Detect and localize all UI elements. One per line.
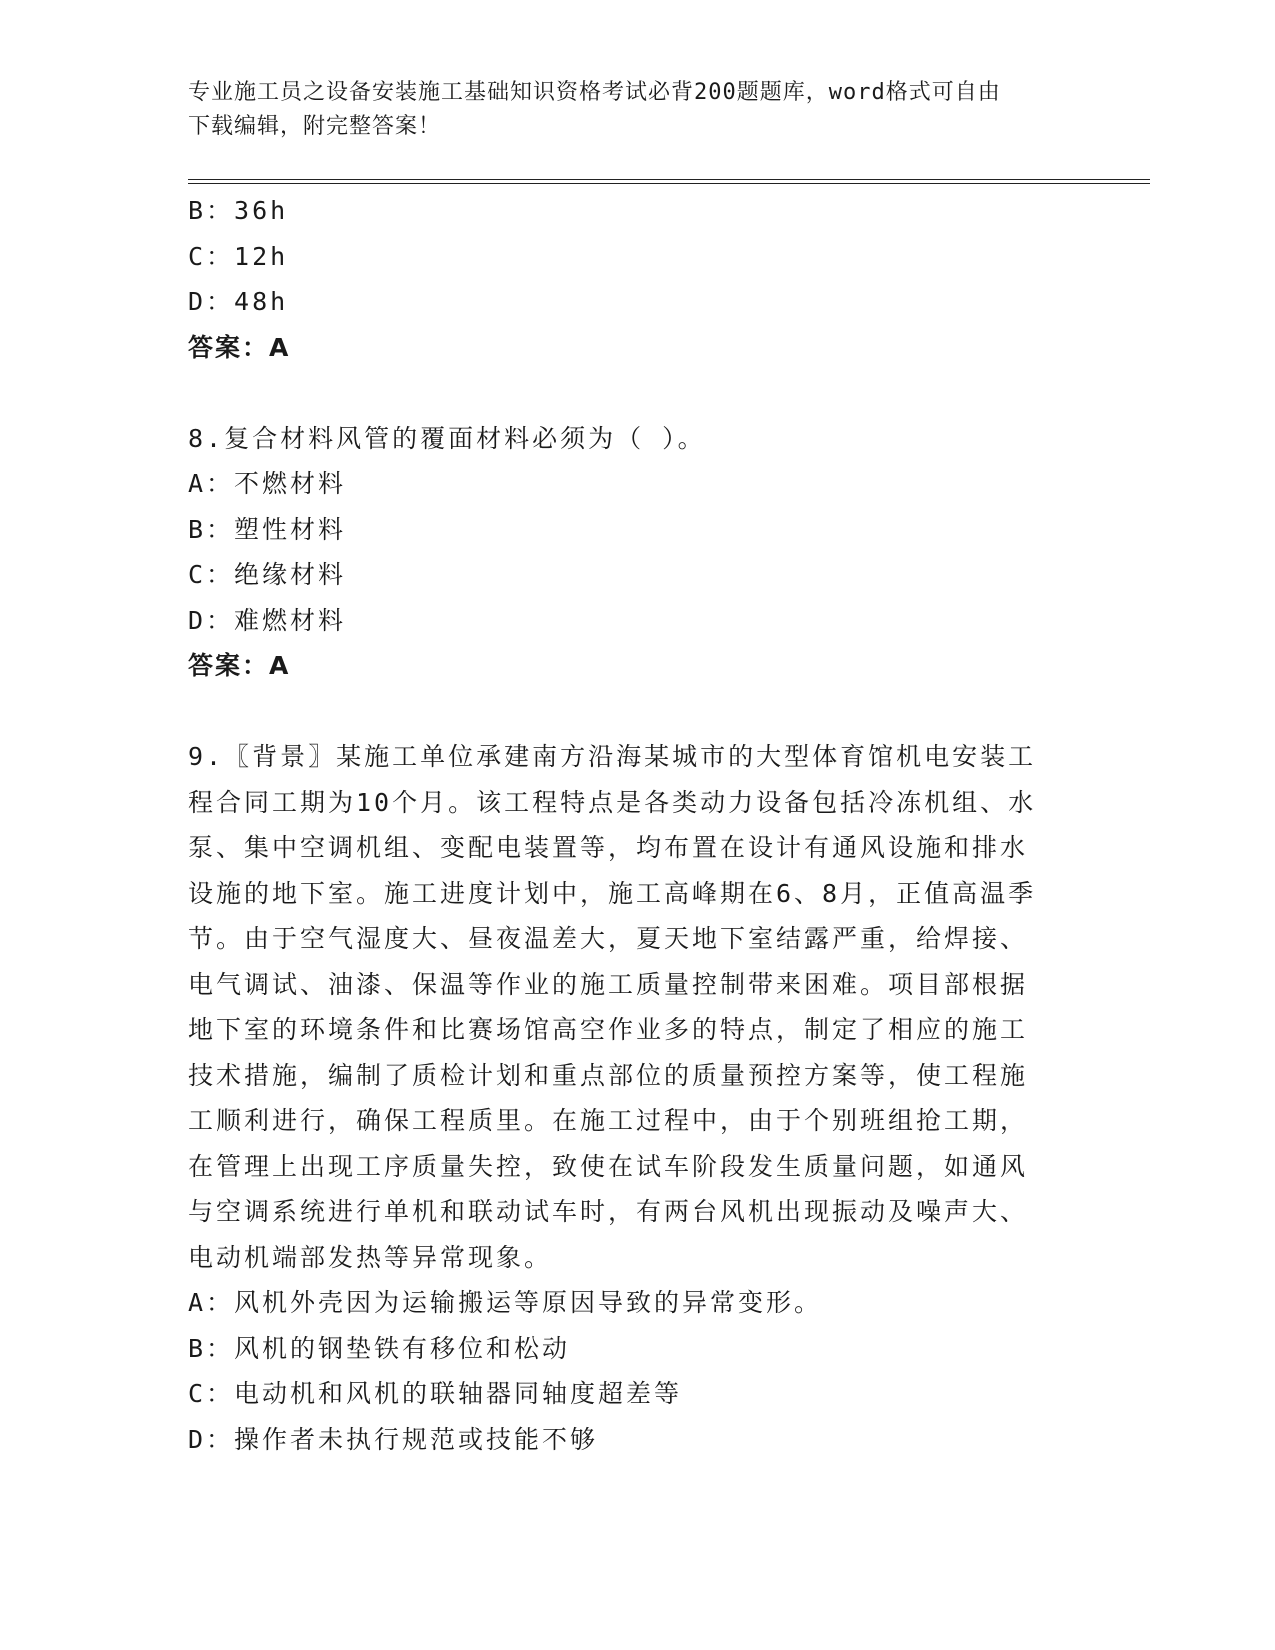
q9-option-a: A：风机外壳因为运输搬运等原因导致的异常变形。 [188, 1288, 823, 1317]
q9-option-c: C：电动机和风机的联轴器同轴度超差等 [188, 1379, 683, 1408]
q9-question [188, 734, 1088, 1280]
q8-option-d: D：难燃材料 [188, 605, 347, 635]
q7-option-c: C：12h [188, 241, 289, 271]
q9-question-line: 在管理上出现工序质量失控，致使在试车阶段发生质量问题，如通风 [188, 1151, 1029, 1181]
q9-question-line: 工顺利进行，确保工程质里。在施工过程中，由于个别班组抢工期， [188, 1106, 1029, 1135]
q8-question: 8.复合材料风管的覆面材料必须为（ ）。 [188, 423, 706, 453]
q9-option-d: D：操作者未执行规范或技能不够 [188, 1424, 599, 1454]
document-header [188, 76, 1068, 144]
q8-option-b: B：塑性材料 [188, 514, 347, 544]
q8-answer: 答案：A [188, 651, 291, 680]
header-line-1: 专业施工员之设备安装施工基础知识资格考试必背200题题库，word格式可自由 [188, 80, 1001, 105]
q9-question-line: 9.〖背景〗某施工单位承建南方沿海某城市的大型体育馆机电安装工 [188, 742, 1037, 771]
q8-option-a: A：不燃材料 [188, 469, 347, 498]
header-line-2: 下载编辑，附完整答案！ [188, 114, 442, 139]
spacer [188, 689, 1088, 735]
q7-answer: 答案：A [188, 332, 291, 362]
q9-question-line: 程合同工期为10个月。该工程特点是各类动力设备包括冷冻机组、水 [188, 787, 1037, 817]
q9-question-line: 电动机端部发热等异常现象。 [188, 1242, 553, 1272]
q7-option-d: D：48h [188, 287, 289, 316]
q9-question-line: 节。由于空气湿度大、昼夜温差大，夏天地下室结露严重，给焊接、 [188, 924, 1029, 953]
q9-option-b: B：风机的钢垫铁有移位和松动 [188, 1333, 571, 1363]
q8-option-c: C：绝缘材料 [188, 560, 347, 589]
q9-question-line: 电气调试、油漆、保温等作业的施工质量控制带来困难。项目部根据 [188, 969, 1029, 999]
q9-question-line: 泵、集中空调机组、变配电装置等，均布置在设计有通风设施和排水 [188, 833, 1029, 862]
spacer [188, 370, 1088, 416]
document-body [188, 188, 1088, 1462]
header-divider-top [188, 179, 1150, 180]
header-divider-bottom [188, 183, 1150, 184]
q7-option-b: B：36h [188, 196, 289, 225]
q9-question-line: 与空调系统进行单机和联动试车时，有两台风机出现振动及噪声大、 [188, 1197, 1029, 1226]
q9-question-line: 设施的地下室。施工进度计划中，施工高峰期在6、8月，正值高温季 [188, 878, 1037, 908]
q9-question-line: 地下室的环境条件和比赛场馆高空作业多的特点，制定了相应的施工 [188, 1015, 1029, 1044]
q9-question-line: 技术措施，编制了质检计划和重点部位的质量预控方案等，使工程施 [188, 1060, 1029, 1090]
